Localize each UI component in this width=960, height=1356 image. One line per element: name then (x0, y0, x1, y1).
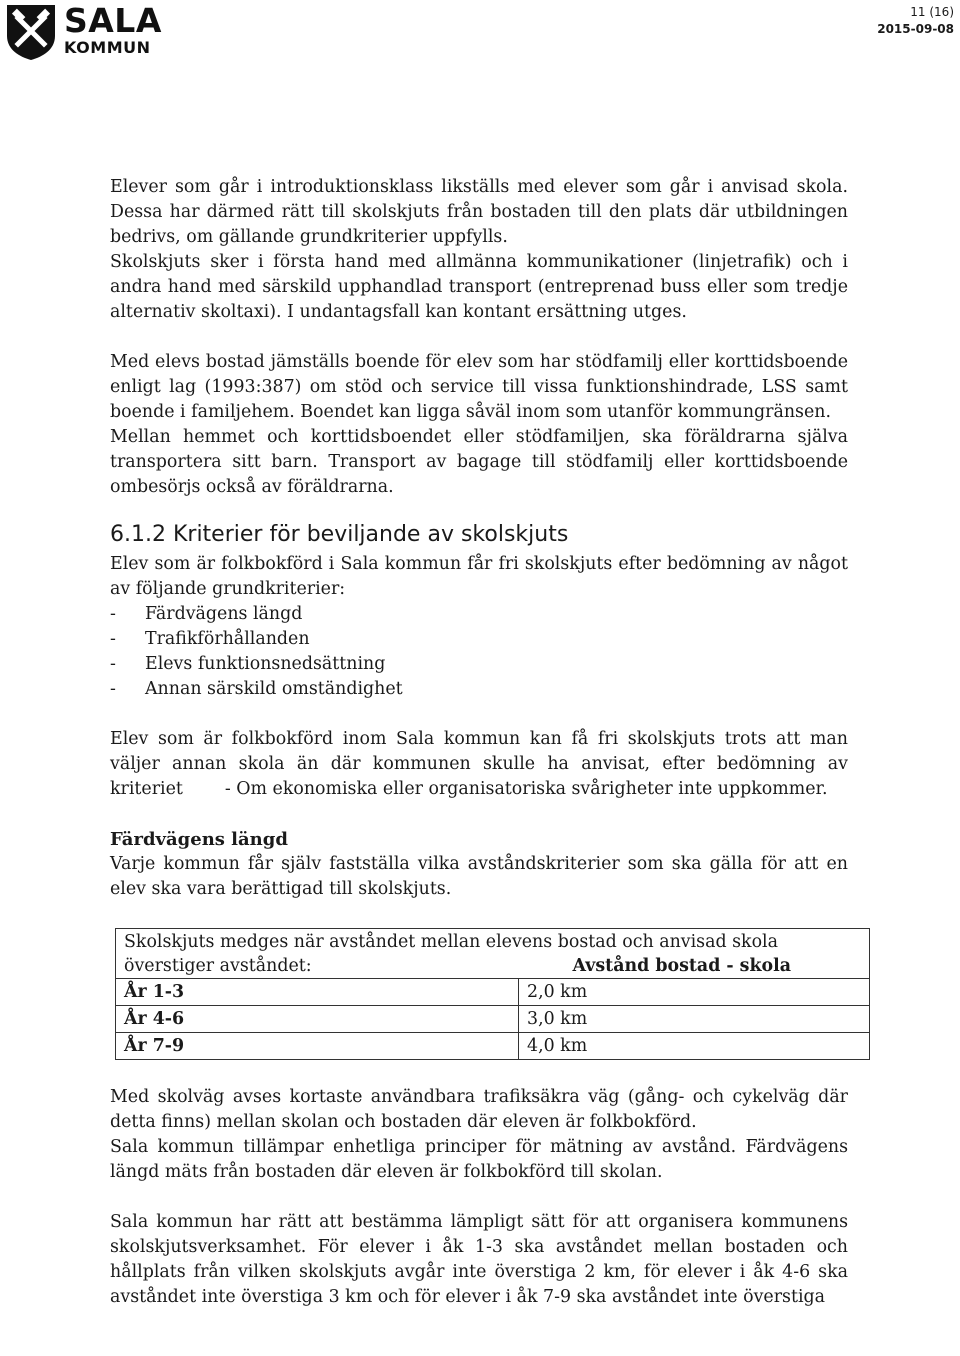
table-header-line1: Skolskjuts medges när avståndet mellan elevens bostad och anvisad skola (124, 932, 778, 952)
paragraph-annan-skola (110, 727, 848, 802)
list-item: - Annan särskild omständighet (145, 677, 848, 702)
table-header-line2-left: överstiger avståndet: (124, 956, 312, 976)
table-row (116, 1006, 870, 1033)
table-cell-distance: 4,0 km (519, 1033, 870, 1060)
paragraph-skolskjuts-sker: Skolskjuts sker i första hand med allmänna kommunikationer (linjetrafik) och i andra hand med särskild upphandlad transport (entreprenad buss eller som tredje alternativ skoltaxi). I undantagsfall kan kontant ersättning utges. (110, 252, 848, 322)
table-cell-year: År 1-3 (116, 979, 519, 1006)
table-row (116, 979, 870, 1006)
table-cell-distance: 2,0 km (519, 979, 870, 1006)
list-item: - Färdvägens längd (145, 602, 848, 627)
criteria-list (110, 602, 848, 702)
paragraph-introduktionsklass: Elever som går i introduktionsklass likställs med elever som går i anvisad skola. Dessa har därmed rätt till skolskjuts från bostaden till den plats där utbildningen bedrivs, om gällande grundkriterier uppfylls. (110, 177, 848, 247)
paragraph-annan-skola-criterion: - Om ekonomiska eller organisatoriska svårigheter inte uppkommer. (224, 779, 828, 799)
table-header-row (116, 929, 870, 979)
section-heading: 6.1.2 Kriterier för beviljande av skolskjuts (110, 522, 569, 547)
paragraph-elevs-bostad: Med elevs bostad jämställs boende för elev som har stödfamilj eller korttidsboende enligt lag (1993:387) om stöd och service till vissa funktionshindrade, LSS samt boende i familjehem. Boendet kan ligga såväl inom som utanför kommungränsen. (110, 352, 848, 422)
document-body (110, 175, 848, 1310)
document-date: 2015-09-08 (877, 22, 954, 36)
paragraph-folkbokford: Elev som är folkbokförd i Sala kommun får fri skolskjuts efter bedömning av något av följande grundkriterier: (110, 554, 848, 599)
sala-crest-icon (4, 2, 58, 62)
paragraph-annan-skola-text: Elev som är folkbokförd inom Sala kommun kan få fri skolskjuts trots att man väljer annan skola än där kommunen skulle ha anvisat, efter bedömning av kriteriet (110, 729, 848, 799)
subheading-fardvagens-langd: Färdvägens längd (110, 829, 288, 850)
list-item: - Trafikförhållanden (145, 627, 848, 652)
paragraph-organisera: Sala kommun har rätt att bestämma lämpligt sätt för att organisera kommunens skolskjutsverksamhet. För elever i åk 1-3 ska avståndet mellan bostaden och hållplats från vilken skolskjuts avgår inte överstiga 2 km, för elever i åk 4-6 ska avståndet inte överstiga 3 km och för elever i åk 7-9 ska avståndet inte överstiga (110, 1212, 848, 1307)
distance-table (115, 928, 870, 1060)
paragraph-skolvag: Med skolväg avses kortaste användbara trafiksäkra väg (gång- och cykelväg där detta finns) mellan skolan och bostaden där eleven är folkbokförd. (110, 1087, 848, 1132)
paragraph-avstandskriterier: Varje kommun får själv fastställa vilka avståndskriterier som ska gälla för att en elev ska vara berättigad till skolskjuts. (110, 854, 848, 899)
table-cell-year: År 7-9 (116, 1033, 519, 1060)
page-meta (877, 4, 954, 38)
paragraph-mellan-hemmet: Mellan hemmet och korttidsboendet eller stödfamiljen, ska föräldrarna själva transportera sitt barn. Transport av bagage till stödfamilj eller korttidsboende ombesörjs också av föräldrarna. (110, 427, 848, 497)
sala-kommun-logo (4, 1, 162, 64)
logo-wordmark-kommun: KOMMUN (64, 38, 151, 57)
paragraph-matning: Sala kommun tillämpar enhetliga principer för mätning av avstånd. Färdvägens längd mäts från bostaden där eleven är folkbokförd till skolan. (110, 1137, 848, 1182)
table-cell-distance: 3,0 km (519, 1006, 870, 1033)
page-number: 11 (16) (910, 5, 954, 19)
table-header-distance-label: Avstånd bostad - skola (572, 956, 791, 976)
logo-wordmark-sala: SALA (64, 1, 162, 40)
table-header-cell (116, 929, 870, 979)
table-row (116, 1033, 870, 1060)
list-item: - Elevs funktionsnedsättning (145, 652, 848, 677)
table-cell-year: År 4-6 (116, 1006, 519, 1033)
